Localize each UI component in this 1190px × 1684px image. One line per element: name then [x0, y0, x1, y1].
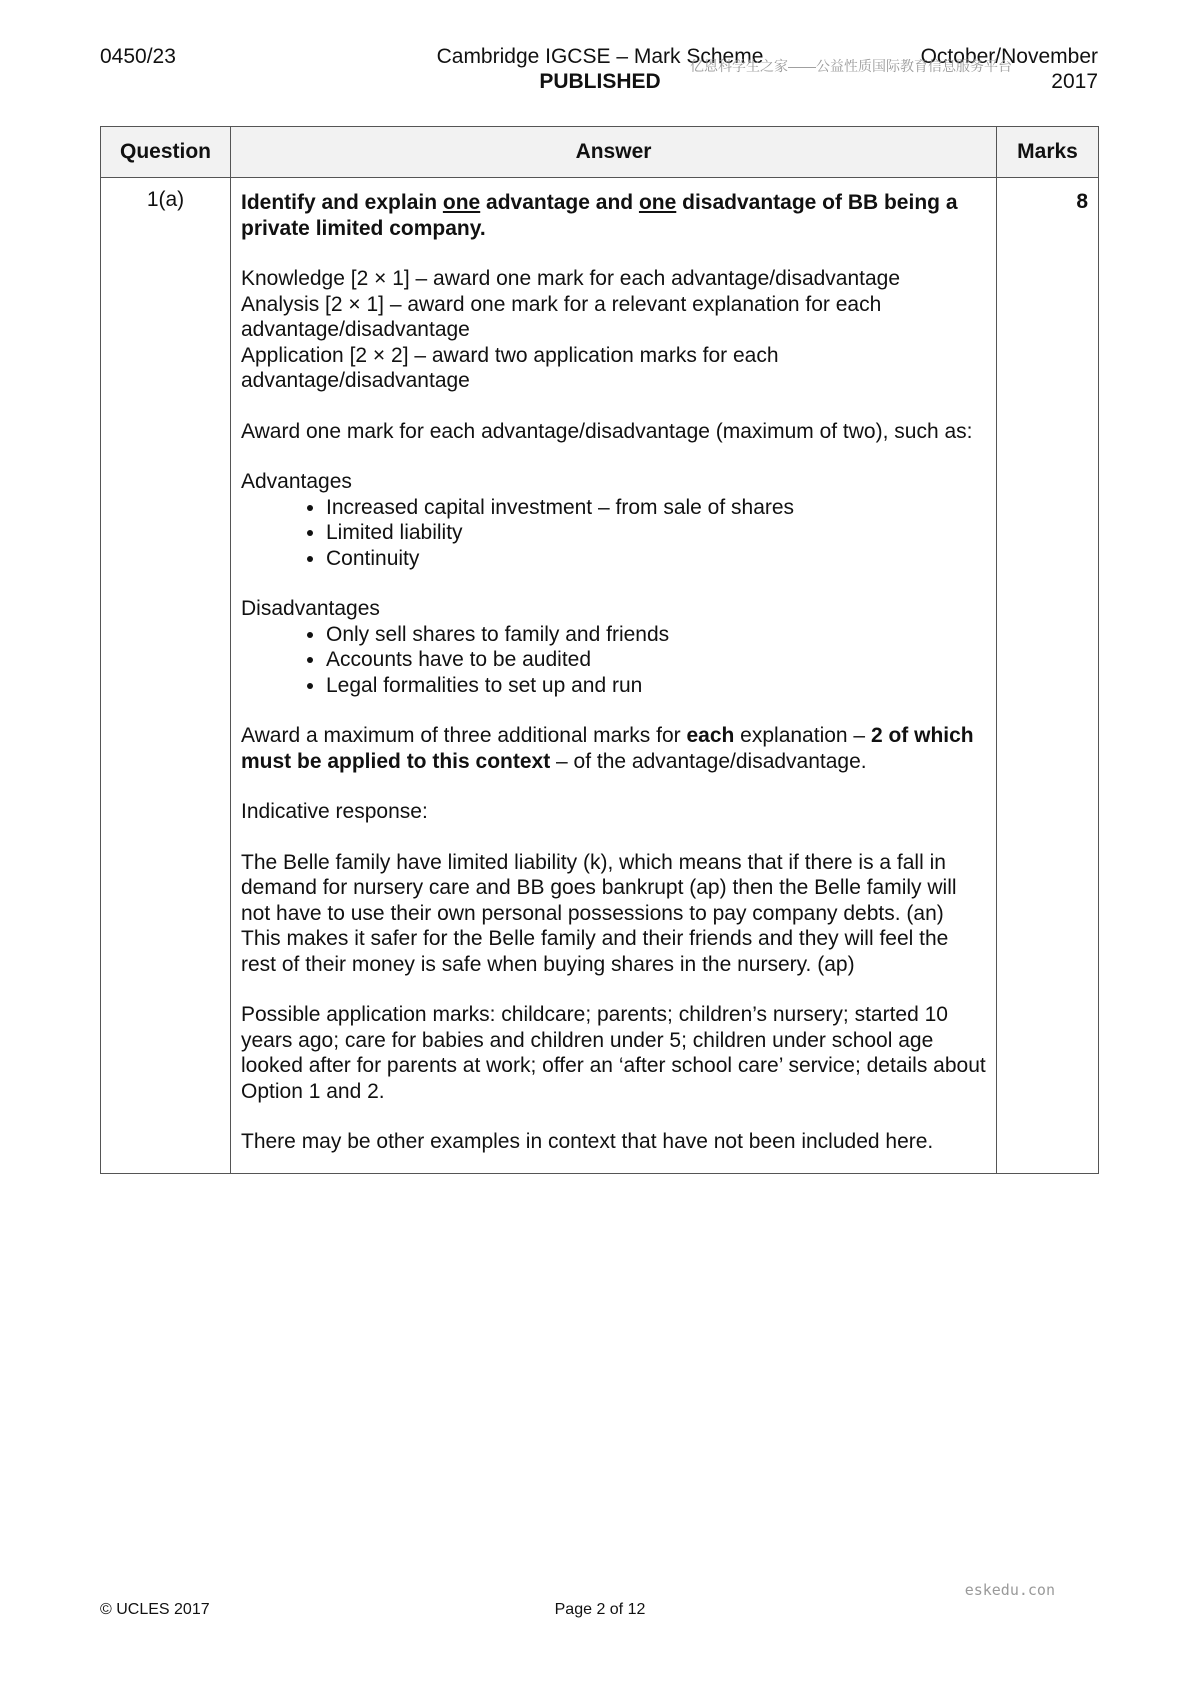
- list-item: • Only sell shares to family and friends: [326, 622, 987, 648]
- page-number: Page 2 of 12: [554, 1601, 646, 1618]
- indicative-heading: Indicative response:: [241, 800, 428, 823]
- disadvantages-list: [241, 622, 987, 699]
- question-prompt: [241, 190, 987, 241]
- guidance-bold-2: 2 of which must be applied to this context: [241, 724, 974, 773]
- guidance-bold-1: each: [686, 724, 735, 747]
- copyright: © UCLES 2017: [100, 1601, 210, 1618]
- mark-scheme-table: [100, 126, 1099, 1174]
- answer-header: Answer: [231, 127, 997, 178]
- mark-scheme-title: Cambridge IGCSE – Mark Scheme: [436, 45, 764, 68]
- list-item: • Limited liability: [326, 520, 987, 546]
- award-intro: Award one mark for each advantage/disadvantage (maximum of two), such as:: [241, 419, 973, 443]
- paper-code: 0450/23: [100, 45, 176, 68]
- guidance-text-3: – of the advantage/disadvantage.: [550, 749, 867, 773]
- published-label: PUBLISHED: [539, 70, 661, 93]
- marks-value: 8: [997, 178, 1099, 1174]
- disadvantages-heading: Disadvantages: [241, 597, 380, 620]
- criterion-analysis: Analysis [2 × 1] – award one mark for a relevant explanation for each advantage/disadvantage: [241, 292, 882, 341]
- site-watermark: eskedu.con: [964, 1581, 1055, 1599]
- prompt-underline-2: one: [638, 191, 677, 214]
- list-item: • Continuity: [326, 546, 987, 572]
- list-item: • Accounts have to be audited: [326, 647, 987, 673]
- prompt-text-2: advantage and: [480, 191, 639, 214]
- closing-note: There may be other examples in context that have not been included here.: [241, 1130, 934, 1153]
- session-label: October/November: [920, 45, 1098, 68]
- session-year: 2017: [1051, 70, 1098, 93]
- guidance-text-1: Award a maximum of three additional marks for: [241, 724, 687, 747]
- advantages-list: [241, 495, 987, 572]
- criterion-application: Application [2 × 2] – award two application marks for each advantage/disadvantage: [241, 343, 779, 392]
- table-header-row: [101, 127, 1099, 178]
- guidance-text-2: explanation –: [734, 724, 871, 747]
- question-header: Question: [101, 127, 231, 178]
- marks-header: Marks: [997, 127, 1099, 178]
- list-item: • Increased capital investment – from sale of shares: [326, 495, 987, 521]
- prompt-text-1: Identify and explain: [241, 191, 443, 214]
- header-watermark: 亿恩科学生之家——公益性质国际教育信息服务平台: [690, 58, 1012, 74]
- mark-criteria: [241, 266, 987, 394]
- prompt-underline-1: one: [442, 191, 481, 214]
- question-number: 1(a): [101, 178, 231, 1174]
- prompt-text-3: disadvantage of BB being a private limited company.: [241, 191, 958, 240]
- advantages-heading: Advantages: [241, 470, 352, 493]
- answer-cell: [231, 178, 997, 1174]
- criterion-knowledge: Knowledge [2 × 1] – award one mark for each advantage/disadvantage: [241, 267, 901, 290]
- indicative-response: The Belle family have limited liability (k), which means that if there is a fall in demand for nursery care and BB goes bankrupt (ap) then the Belle family will not have to use their own personal possessions to pay company debts. (an) This makes it safer for the Belle family and their friends and they will feel the rest of their money is safe when buying shares in the nursery. (ap): [241, 850, 957, 976]
- table-row: [101, 178, 1099, 1174]
- additional-marks-guidance: [241, 723, 987, 774]
- application-marks: Possible application marks: childcare; parents; children’s nursery; started 10 years ago; care for babies and children under 5; children under school age looked after for parents at work; offer an ‘after school care’ service; details about Option 1 and 2.: [241, 1003, 986, 1103]
- list-item: • Legal formalities to set up and run: [326, 673, 987, 699]
